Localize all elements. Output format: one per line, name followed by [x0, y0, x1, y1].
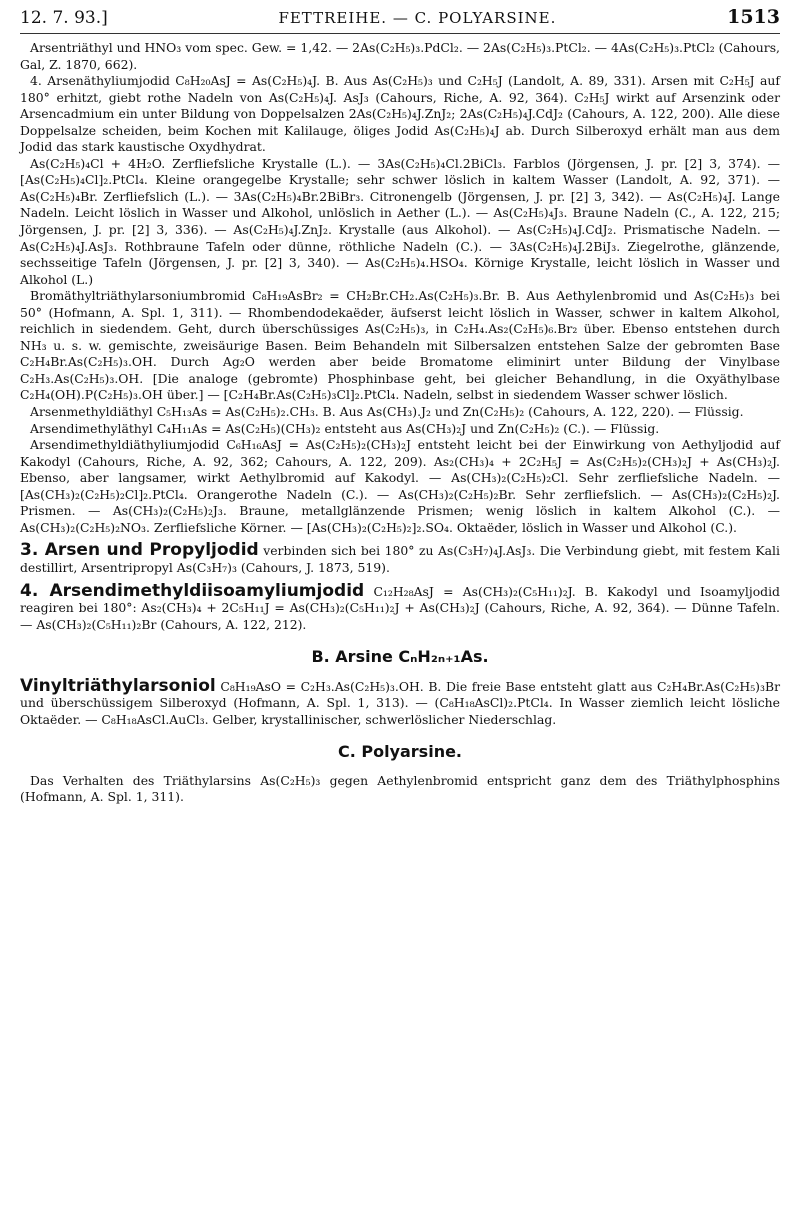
- paragraph-arsentriaethyl: Arsentriäthyl und HNO₃ vom spec. Gew. = 1,42. — 2As(C₂H₅)₃.PdCl₂. — 2As(C₂H₅)₃.PtCl₂. — 4As(C₂H₅)₃.PtCl₂ (Cahours, Gal, Z. 1870, 662).: [20, 40, 780, 72]
- paragraph-arsendimethylaethyl: Arsendimethyläthyl C₄H₁₁As = As(C₂H₅)(CH₃)₂ entsteht aus As(CH₃)₂J und Zn(C₂H₅)₂ (C.). — Flüssig.: [30, 420, 660, 436]
- paragraph-polyarsine: Das Verhalten des Triäthylarsins As(C₂H₅)₃ gegen Aethylenbromid entspricht ganz dem des Triäthylphosphins (Hofmann, A. Spl. 1, 311).: [20, 772, 780, 805]
- page-body: [20, 34, 780, 806]
- section-vinyl: [20, 675, 780, 729]
- paragraph-salts: As(C₂H₅)₄Cl + 4H₂O. Zerfliefsliche Krystalle (L.). — 3As(C₂H₅)₄Cl.2BiCl₃. Farblos (Jörgensen, J. pr. [2] 3, 374). — [As(C₂H₅)₄Cl]₂.PtCl₄. Kleine orangegelbe Krystalle; sehr schwer löslich in kaltem Wasser (Landolt, A. 92, 371). — As(C₂H₅)₄Br. Zerfliefslich (L.). — 3As(C₂H₅)₄Br.2BiBr₃. Citronengelb (Jörgensen, J. pr. [2] 3, 342). — As(C₂H₅)₄J. Lange Nadeln. Leicht löslich in Wasser und Alkohol, unlöslich in Aether (L.). — As(C₂H₅)₄J₃. Braune Nadeln (C., A. 122, 215; Jörgensen, J. pr. [2] 3, 336). — As(C₂H₅)₄J.ZnJ₂. Krystalle (aus Alkohol). — As(C₂H₅)₄J.CdJ₂. Prismatische Nadeln. — As(C₂H₅)₄J.AsJ₃. Rothbraune Tafeln oder dünne, röthliche Nadeln (C.). — 3As(C₂H₅)₄J.2BiJ₃. Ziegelrothe, glänzende, sechsseitige Tafeln (Jörgensen, J. pr. [2] 3, 340). — As(C₂H₅)₄.HSO₄. Körnige Krystalle, leicht löslich in Wasser und Alkohol (L.): [20, 155, 780, 287]
- heading-vinyl: Vinyltriäthylarsoniol: [20, 675, 216, 696]
- paragraph-vinyl: C₈H₁₉AsO = C₂H₃.As(C₂H₅)₃.OH. B. Die freie Base entsteht glatt aus C₂H₄Br.As(C₂H₅)₃Br und überschüssigem Silberoxyd (Hofmann, A. Spl. 1, 313). — (C₈H₁₈AsCl)₂.PtCl₄. In Wasser ziemlich leicht lösliche Oktaëder. — C₈H₁₈AsCl.AuCl₃. Gelber, krystallinischer, schwerlöslicher Niederschlag.: [20, 678, 780, 727]
- heading-polyarsine: C. Polyarsine.: [337, 742, 463, 762]
- heading-propyl: 3. Arsen und Propyljodid: [20, 540, 259, 561]
- heading-isoamyl: 4. Arsendimethyldiisoamyliumjodid: [20, 580, 365, 601]
- paragraph-arsenaethyliumjodid: 4. Arsenäthyliumjodid C₈H₂₀AsJ = As(C₂H₅)₄J. B. Aus As(C₂H₅)₃ und C₂H₅J (Landolt, A. 89, 331). Arsen mit C₂H₅J auf 180° erhitzt, giebt rothe Nadeln von As(C₂H₅)₄J. AsJ₃ (Cahours, Riche, A. 92, 364). C₂H₅J wirkt auf Arsenzink oder Arsencadmium ein unter Bildung von Doppelsalzen 2As(C₂H₅)₄J.ZnJ₂; 2As(C₂H₅)₄J.CdJ₂ (Cahours, A. 122, 200). Alle diese Doppelsalze scheiden, beim Kochen mit Kalilauge, öliges Jodid As(C₂H₅)₄J ab. Durch Silberoxyd erhält man aus dem Jodid das stark kaustische Oxydhydrat.: [20, 73, 780, 155]
- paragraph-isoamyl: C₁₂H₂₈AsJ = As(CH₃)₂(C₅H₁₁)₂J. B. Kakodyl und Isoamyljodid reagiren bei 180°: As₂(CH₃)₄ + 2C₅H₁₁J = As(CH₃)₂(C₅H₁₁)₂J + As(CH₃)₂J (Cahours, Riche, A. 92, 364). — Dünne Tafeln. — As(CH₃)₂(C₅H₁₁)₂Br (Cahours, A. 122, 212).: [20, 583, 780, 632]
- header-date: 12. 7. 93.]: [20, 8, 108, 28]
- header-title: FETTREIHE. — C. POLYARSINE.: [278, 9, 557, 27]
- page-number: 1513: [727, 6, 780, 28]
- paragraph-propyl: verbinden sich bei 180° zu As(C₃H₇)₄J.AsJ₃. Die Verbindung giebt, mit festem Kali destillirt, Arsentripropyl As(C₃H₇)₃ (Cahours, J. 1873, 519).: [20, 543, 780, 575]
- paragraph-bromaethyl: Bromäthyltriäthylarsoniumbromid C₈H₁₉AsBr₂ = CH₂Br.CH₂.As(C₂H₅)₃.Br. B. Aus Aethylenbromid und As(C₂H₅)₃ bei 50° (Hofmann, A. Spl. 1, 311). — Rhombendodekaëder, äufserst leicht löslich in Wasser, schwer in kaltem Alkohol, reichlich in siedendem. Geht, durch überschüssiges As(C₂H₅)₃, in C₂H₄.As₂(C₂H₅)₆.Br₂ über. Ebenso entstehen durch NH₃ u. s. w. gemischte, zweisäurige Basen. Beim Behandeln mit Silbersalzen entstehen Salze der gebromten Base C₂H₄Br.As(C₂H₅)₃.OH. Durch Ag₂O werden aber beide Bromatome eliminirt unter Bildung der Vinylbase C₂H₃.As(C₂H₅)₃.OH. [Die analoge (gebromte) Phosphinbase geht, bei gleicher Behandlung, in die Oxyäthylbase C₂H₄(OH).P(C₂H₅)₃.OH über.] — [C₂H₄Br.As(C₂H₅)₃Cl]₂.PtCl₄. Nadeln, selbst in siedendem Wasser schwer löslich.: [20, 288, 780, 403]
- paragraph-arsenmethyldiaethyl: Arsenmethyldiäthyl C₅H₁₃As = As(C₂H₅)₂.CH₃. B. Aus As(CH₃).J₂ und Zn(C₂H₅)₂ (Cahours, A. 122, 220). — Flüssig.: [30, 404, 744, 420]
- heading-arsine: B. Arsine CₙH₂ₙ₊₁As.: [311, 647, 489, 667]
- section-propyl: [20, 542, 780, 576]
- section-isoamyl: [20, 580, 780, 634]
- paragraph-arsendimethyldiaethylium: Arsendimethyldiäthyliumjodid C₆H₁₆AsJ = As(C₂H₅)₂(CH₃)₂J entsteht leicht bei der Einwirkung von Aethyljodid auf Kakodyl (Cahours, Riche, A. 92, 362; Cahours, A. 122, 209). As₂(CH₃)₄ + 2C₂H₅J = As(C₂H₅)₂(CH₃)₂J + As(CH₃)₂J. Ebenso, aber langsamer, wirkt Aethylbromid auf Kakodyl. — As(CH₃)₂(C₂H₅)₂Cl. Sehr zerfliefsliche Nadeln. — [As(CH₃)₂(C₂H₅)₂Cl]₂.PtCl₄. Orangerothe Nadeln (C.). — As(CH₃)₂(C₂H₅)₂Br. Sehr zerfliefslich. — As(CH₃)₂(C₂H₅)₂J. Prismen. — As(CH₃)₂(C₂H₅)₂J₃. Braune, metallglänzende Prismen; wenig löslich in kaltem Alkohol (C.). — As(CH₃)₂(C₂H₅)₂NO₃. Zerfliefsliche Körner. — [As(CH₃)₂(C₂H₅)₂]₂.SO₄. Oktaëder, löslich in Wasser und Alkohol (C.).: [20, 437, 780, 535]
- page-header: [20, 0, 780, 34]
